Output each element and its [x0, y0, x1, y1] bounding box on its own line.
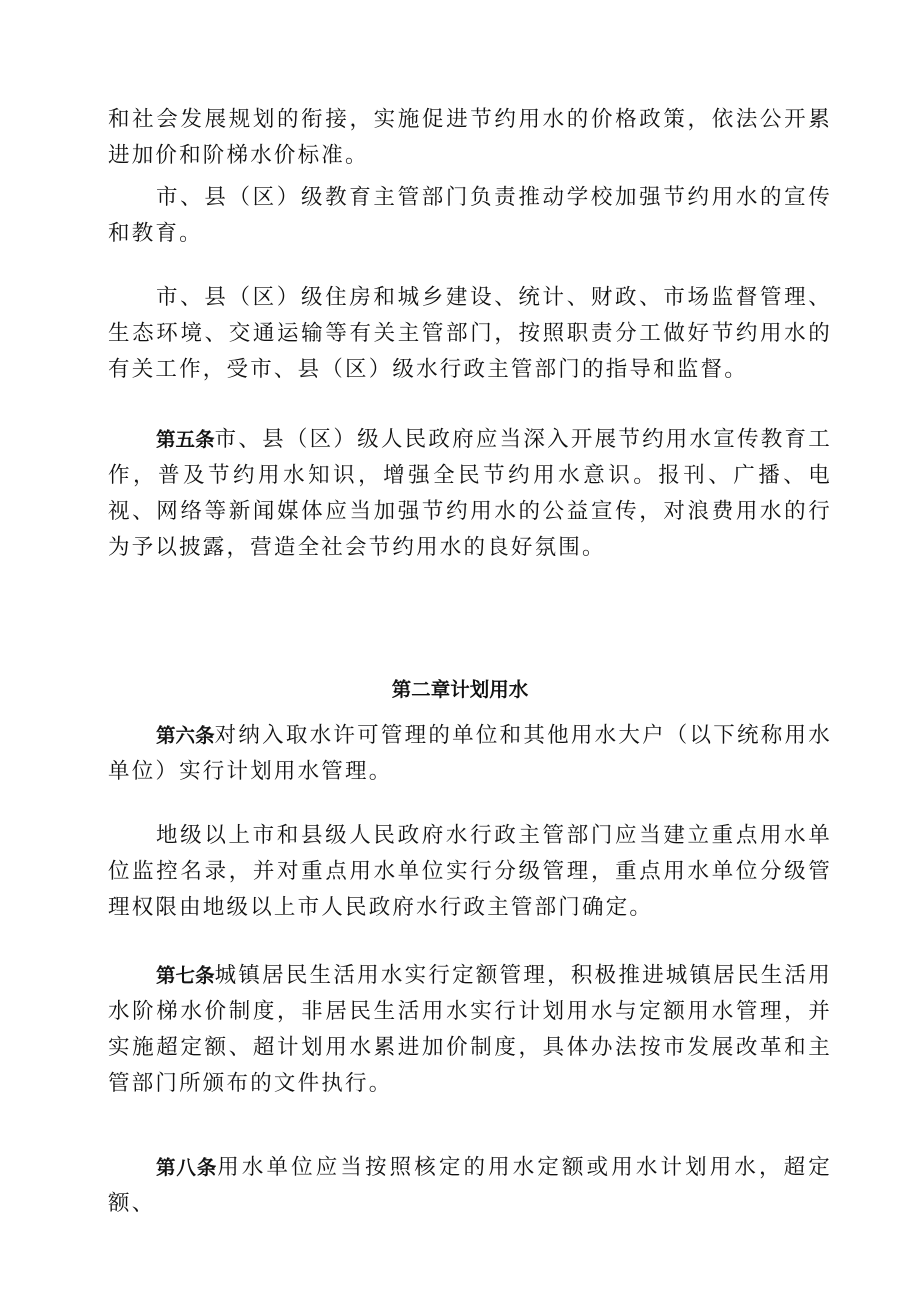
- paragraph-text: 市、县（区）级人民政府应当深入开展节约用水宣传教育工作，普及节约用水知识，增强全民节约用水意识。报刊、广播、电视、网络等新闻媒体应当加强节约用水的公益宣传，对浪费用水的行为予以披露，营造全社会节约用水的良好氛围。: [108, 427, 832, 560]
- article-8-paragraph: [108, 1150, 832, 1222]
- chapter-heading: 第二章计划用水: [391, 678, 529, 701]
- paragraph-3: [108, 280, 832, 388]
- article-number: 第五条: [156, 428, 215, 451]
- article-number: 第七条: [156, 964, 215, 987]
- article-number: 第六条: [156, 724, 215, 747]
- paragraph-text: 城镇居民生活用水实行定额管理，积极推进城镇居民生活用水阶梯水价制度，非居民生活用水实行计划用水与定额用水管理，并实施超定额、超计划用水累进加价制度，具体办法按市发展改革和主管部门所颁布的文件执行。: [108, 963, 832, 1096]
- paragraph-1: [108, 102, 832, 174]
- paragraph-text: 市、县（区）级教育主管部门负责推动学校加强节约用水的宣传和教育。: [108, 185, 832, 246]
- paragraph-text: 和社会发展规划的衔接，实施促进节约用水的价格政策，依法公开累进加价和阶梯水价标准。: [108, 107, 832, 168]
- paragraph-text: 市、县（区）级住房和城乡建设、统计、财政、市场监督管理、生态环境、交通运输等有关主管部门，按照职责分工做好节约用水的有关工作，受市、县（区）级水行政主管部门的指导和监督。: [108, 285, 832, 382]
- paragraph-2: [108, 180, 832, 252]
- article-6-paragraph: [108, 718, 832, 790]
- paragraph-text: 用水单位应当按照核定的用水定额或用水计划用水，超定额、: [108, 1155, 832, 1216]
- article-5-paragraph: [108, 422, 832, 566]
- article-number: 第八条: [156, 1156, 218, 1179]
- paragraph-text: 地级以上市和县级人民政府水行政主管部门应当建立重点用水单位监控名录，并对重点用水单位实行分级管理，重点用水单位分级管理权限由地级以上市人民政府水行政主管部门确定。: [108, 823, 832, 920]
- paragraph-6: [108, 818, 832, 926]
- article-7-paragraph: [108, 958, 832, 1102]
- paragraph-text: 对纳入取水许可管理的单位和其他用水大户（以下统称用水单位）实行计划用水管理。: [108, 723, 832, 784]
